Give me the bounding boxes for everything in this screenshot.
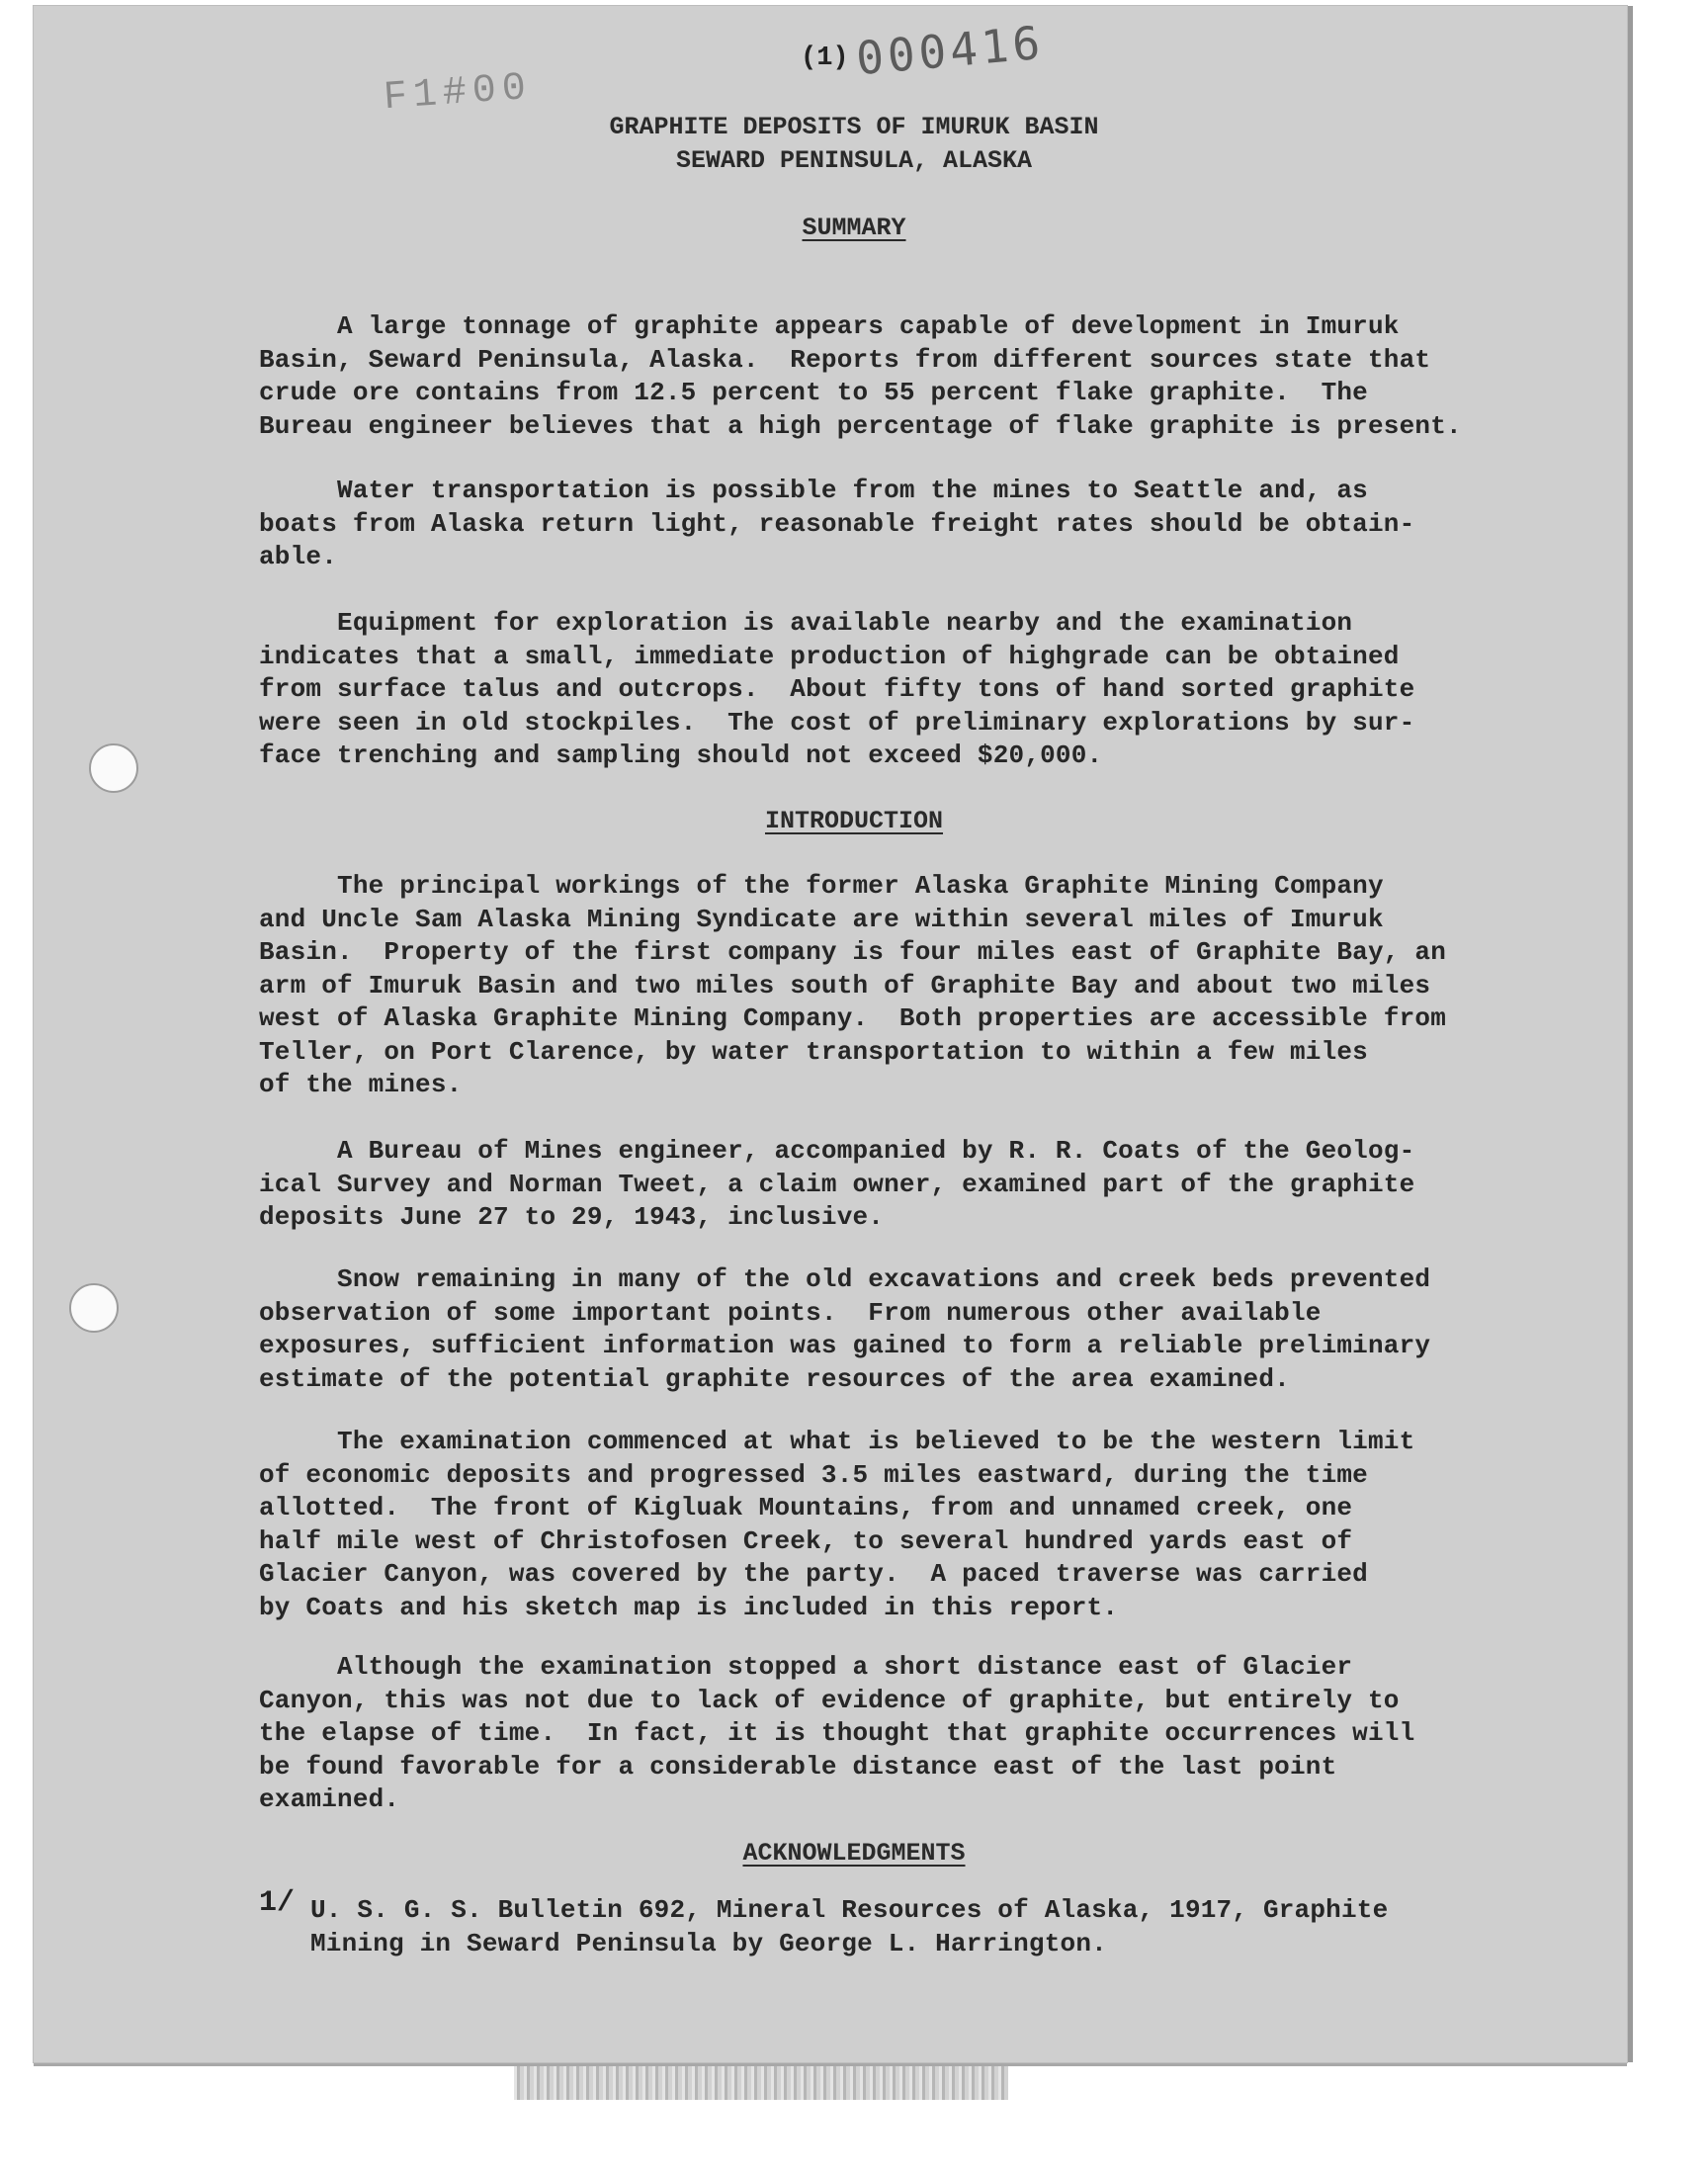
introduction-paragraph-2: A Bureau of Mines engineer, accompanied by R. R. Coats of the Geolog- ical Survey and Norman Tweet, a claim owner, examined part of the graphite deposits June 27 to 29, 1943, inclusive. bbox=[259, 1136, 1415, 1232]
acknowledgments-heading: ACKNOWLEDGMENTS bbox=[742, 1839, 966, 1868]
introduction-paragraph-4: The examination commenced at what is believed to be the western limit of economic deposits and progressed 3.5 miles eastward, during the time allotted. The front of Kigluak Mountains, from and unnamed creek, one half mile west of Christofosen Creek, to several hundred yards east of Glacier Canyon, was covered by the party. A paced traverse was carried by Coats and his sketch map is included in this report. bbox=[259, 1427, 1415, 1622]
footnote-marker: 1/ bbox=[259, 1886, 296, 1920]
summary-paragraph-2: Water transportation is possible from the mines to Seattle and, as boats from Alaska return light, reasonable freight rates should be obtain- able. bbox=[259, 476, 1415, 571]
handwritten-document-number: 000416 bbox=[854, 15, 1047, 86]
scan-artifact-strip bbox=[514, 2066, 1008, 2100]
punch-hole-lower bbox=[69, 1283, 119, 1333]
summary-paragraph-1: A large tonnage of graphite appears capable of development in Imuruk Basin, Seward Peninsula, Alaska. Reports from different sources state that crude ore contains from 12.5 percent to 55 percent flake graphite. The Bureau engineer believes that a high percentage of flake graphite is present. bbox=[259, 311, 1462, 441]
punch-hole-upper bbox=[89, 743, 138, 793]
page-number: (1) bbox=[801, 44, 849, 73]
title-line-1: GRAPHITE DEPOSITS OF IMURUK BASIN bbox=[609, 113, 1099, 141]
introduction-paragraph-5: Although the examination stopped a short distance east of Glacier Canyon, this was not due to lack of evidence of graphite, but entirely to the elapse of time. In fact, it is thought that graphite occurrences will be found favorable for a considerable distance east of the last point examined. bbox=[259, 1652, 1415, 1814]
title-line-2: SEWARD PENINSULA, ALASKA bbox=[675, 146, 1033, 175]
file-stamp: F1#00 bbox=[382, 65, 534, 122]
summary-paragraph-3: Equipment for exploration is available nearby and the examination indicates that a small, immediate production of highgrade can be obtained from surface talus and outcrops. About fifty tons of hand sorted graphite were seen in old stockpiles. The cost of preliminary explorations by sur- face trenching and sampling should not exceed $20,000. bbox=[259, 608, 1415, 770]
footnote-text: U. S. G. S. Bulletin 692, Mineral Resources of Alaska, 1917, Graphite Mining in Seward Peninsula by George L. Harrington. bbox=[310, 1895, 1389, 1958]
introduction-paragraph-3: Snow remaining in many of the old excavations and creek beds prevented observation of some important points. From numerous other available exposures, sufficient information was gained to form a reliable preliminary estimate of the potential graphite resources of the area examined. bbox=[259, 1264, 1431, 1394]
summary-heading: SUMMARY bbox=[802, 214, 906, 242]
introduction-paragraph-1: The principal workings of the former Alaska Graphite Mining Company and Uncle Sam Alaska Mining Syndicate are within several miles of Imuruk Basin. Property of the first company is four miles east of Graphite Bay, an arm of Imuruk Basin and two miles south of Graphite Bay and about two miles west of Alaska Graphite Mining Company. Both properties are accessible from Teller, on Port Clarence, by water transportation to within a few miles of the mines. bbox=[259, 871, 1446, 1099]
introduction-heading: INTRODUCTION bbox=[764, 807, 944, 835]
